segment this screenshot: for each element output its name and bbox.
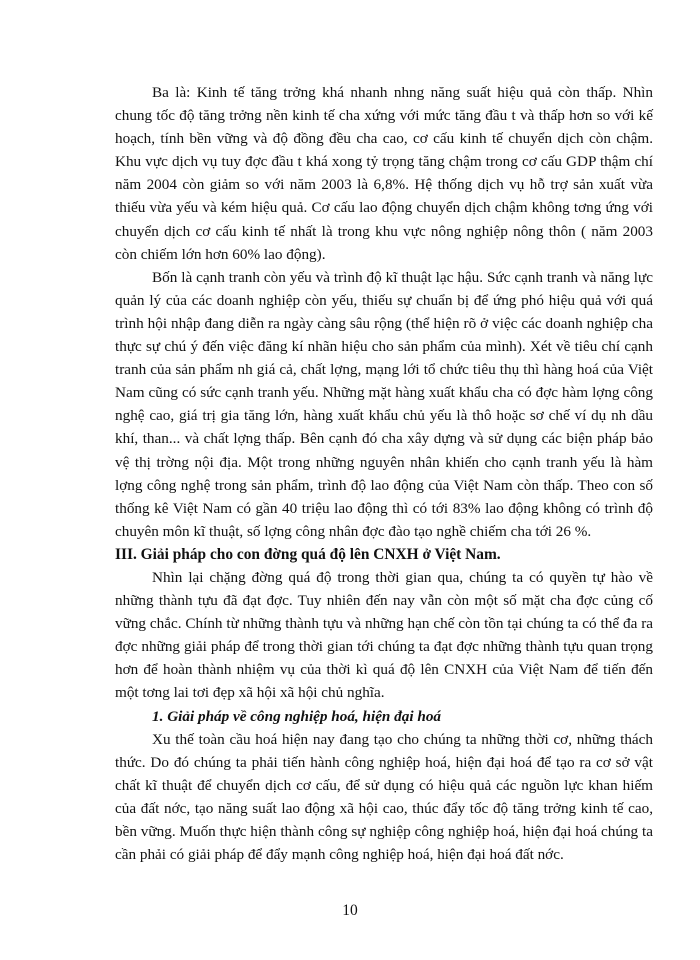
paragraph-section-iii: Nhìn lại chặng đờng quá độ trong thời gian qua, chúng ta có quyền tự hào về những thành tựu đã đạt đợc. Tuy nhiên đến nay vẫn còn một số mặt cha đợc củng cố vững chắc. Chính từ những thành tựu và những hạn chế còn tồn tại chúng ta có thể đa ra đợc những giải pháp để trong thời gian tới chúng ta đạt đợc những thành tựu quan trọng hơn để hoàn thành nhiệm vụ của thời kì quá độ lên CNXH của Việt Nam để tiến đến một tơng lai tơi đẹp xã hội xã hội chủ nghĩa. xyxy=(115,568,653,702)
document-body xyxy=(115,81,653,866)
paragraph-subsection-1: Xu thế toàn cầu hoá hiện nay đang tạo cho chúng ta những thời cơ, những thách thức. Do đó chúng ta phải tiến hành công nghiệp hoá, hiện đại hoá để tạo ra cơ sở vật chất kĩ thuật để chuyển dịch cơ cấu, để sử dụng có hiệu quả các nguồn lực khan hiếm của đất nớc, tạo năng suất lao động xã hội cao, thúc đẩy tốc độ tăng trởng kinh tế cao, bền vững. Muốn thực hiện thành công sự nghiệp công nghiệp hoá, hiện đại hoá chúng ta cần phải có giải pháp để đẩy mạnh công nghiệp hoá, hiện đại hoá đất nớc. xyxy=(115,730,653,864)
paragraph-bon-la: Bốn là cạnh tranh còn yếu và trình độ kĩ thuật lạc hậu. Sức cạnh tranh và năng lực quản lý của các doanh nghiệp còn yếu, thiếu sự chuẩn bị để ứng phó hiệu quả với quá trình hội nhập đang diễn ra ngày càng sâu rộng (thể hiện rõ ở việc các doanh nghiệp cha thực sự chú ý đến việc đăng kí nhãn hiệu cho sản phẩm của mình). Xét về tiêu chí cạnh tranh của sản phẩm nh giá cả, chất lợng, mạng lới tổ chức tiêu thụ thì hàng hoá của Việt Nam cũng có sức cạnh tranh yếu. Những mặt hàng xuất khẩu cha có đợc hàm lợng công nghệ cao, giá trị gia tăng lớn, hàng xuất khẩu chủ yếu là thô hoặc sơ chế ví dụ nh dầu khí, than... và chất lợng thấp. Bên cạnh đó cha xây dựng và sử dụng các biện pháp bảo vệ thị trờng nội địa. Một trong những nguyên nhân khiến cho cạnh tranh yếu là hàm lợng công nghệ trong sản phẩm, trình độ lao động của Việt Nam còn thấp. Theo con số thống kê Việt Nam có gần 40 triệu lao động thì có tới 83% lao động không có trình độ chuyên môn kĩ thuật, số lợng công nhân đợc đào tạo nghề chiếm cha tới 26 %. xyxy=(115,268,653,540)
page-number: 10 xyxy=(342,902,358,919)
subsection-heading-1: 1. Giải pháp về công nghiệp hoá, hiện đại hoá xyxy=(152,707,442,725)
paragraph-ba-la: Ba là: Kinh tế tăng trởng khá nhanh nhng năng suất hiệu quả còn thấp. Nhìn chung tốc độ tăng trởng nền kinh tế cha xứng với mức tăng đầu t và thấp hơn so với kế hoạch, tính bền vững và độ đồng đều cha cao, cơ cấu kinh tế chuyển dịch còn chậm. Khu vực dịch vụ tuy đợc đầu t khá xong tỷ trọng tăng chậm trong cơ cấu GDP thậm chí năm 2004 còn giảm so với năm 2003 là 6,8%. Hệ thống dịch vụ hỗ trợ sản xuất vừa thiếu vừa yếu và kém hiệu quả. Cơ cấu lao động chuyển dịch chậm không tơng ứng với chuyển dịch cơ cấu kinh tế nhất là trong khu vực nông nghiệp nông thôn ( năm 2003 còn chiếm lớn hơn 60% lao động). xyxy=(115,84,653,263)
section-heading-iii: III. Giải pháp cho con đờng quá độ lên CNXH ở Việt Nam. xyxy=(115,545,501,563)
